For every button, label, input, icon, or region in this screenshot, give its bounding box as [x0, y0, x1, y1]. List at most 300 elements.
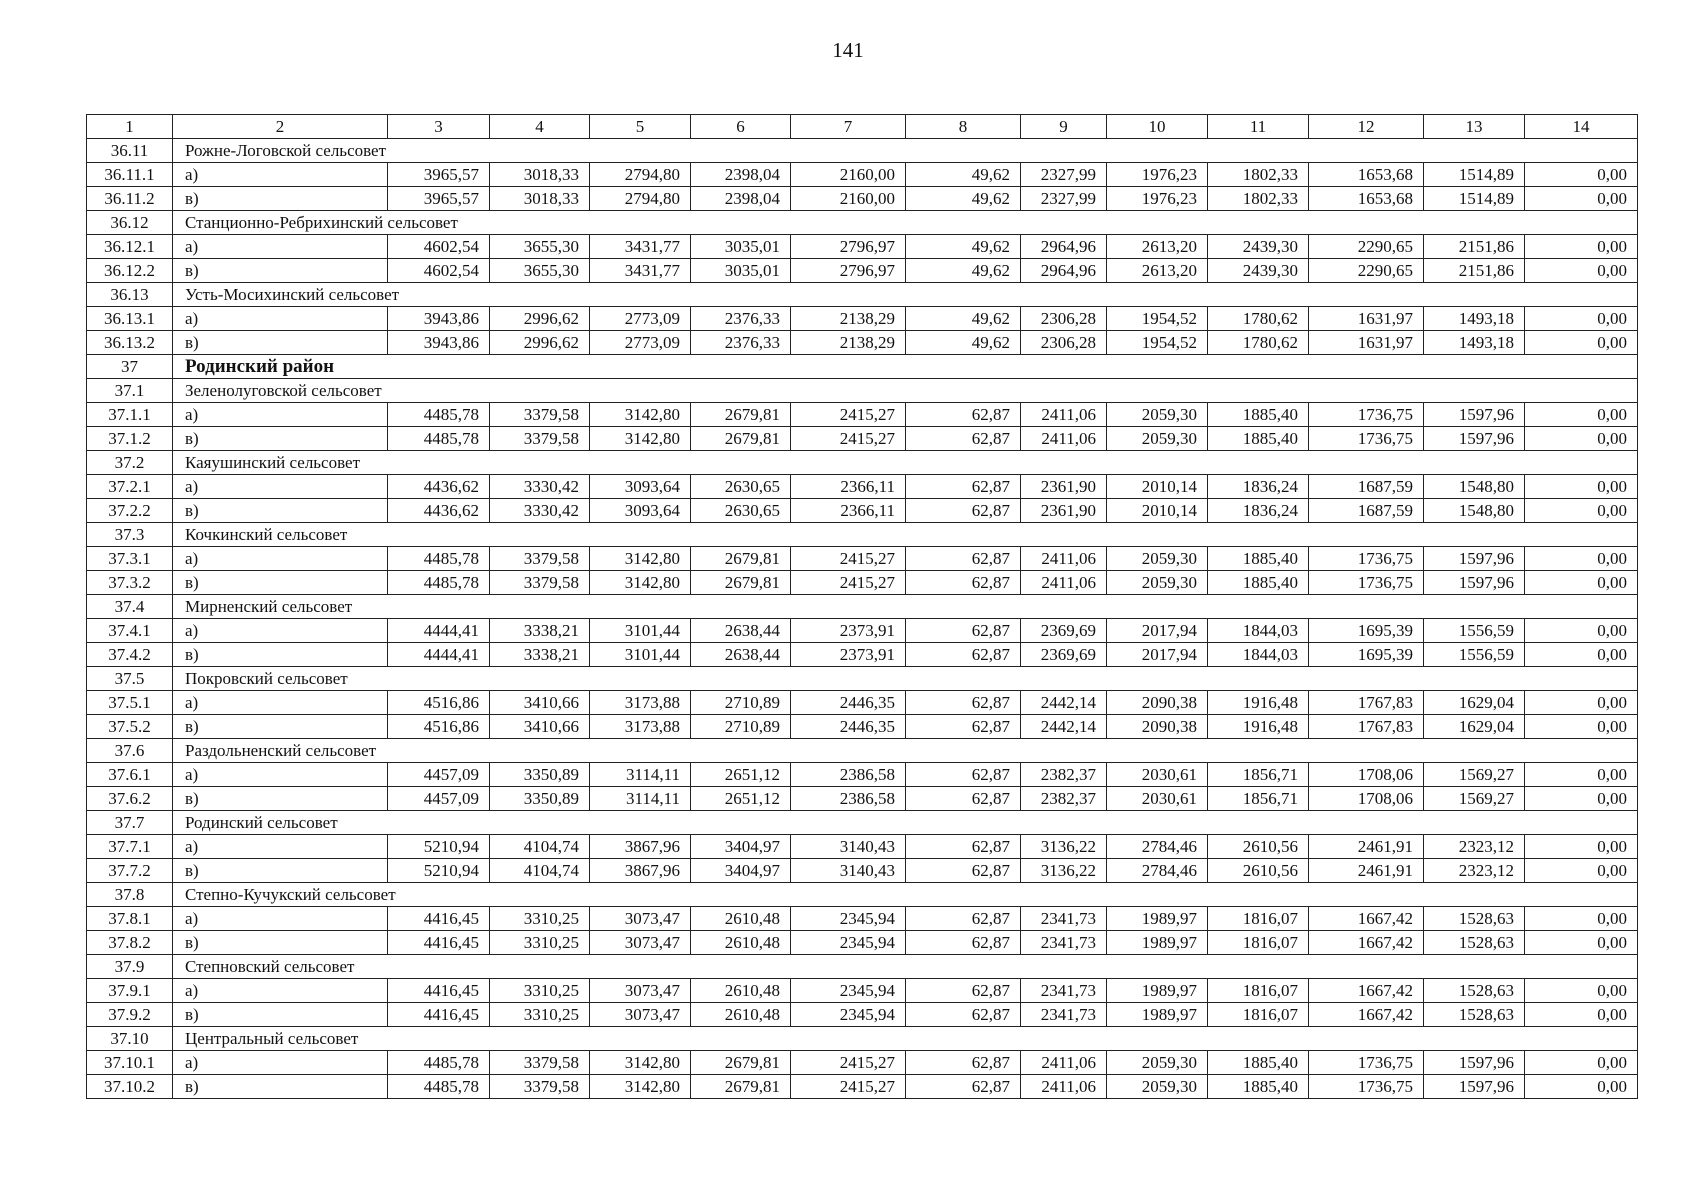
value-cell: 1816,07	[1208, 979, 1309, 1003]
table-row	[87, 1003, 1638, 1027]
row-label: а)	[173, 835, 388, 859]
column-number-header: 7	[791, 115, 906, 139]
value-cell: 4485,78	[388, 571, 490, 595]
value-cell: 2345,94	[791, 979, 906, 1003]
value-cell: 4416,45	[388, 979, 490, 1003]
value-cell: 1885,40	[1208, 427, 1309, 451]
value-cell: 1856,71	[1208, 763, 1309, 787]
row-code: 37.7.2	[87, 859, 173, 883]
value-cell: 2030,61	[1107, 787, 1208, 811]
value-cell: 62,87	[906, 475, 1021, 499]
value-cell: 1653,68	[1309, 187, 1424, 211]
column-number-header: 9	[1021, 115, 1107, 139]
value-cell: 1667,42	[1309, 907, 1424, 931]
value-cell: 2290,65	[1309, 259, 1424, 283]
table-row	[87, 835, 1638, 859]
value-cell: 2996,62	[490, 331, 590, 355]
table-row	[87, 1075, 1638, 1099]
value-cell: 3310,25	[490, 907, 590, 931]
settlement-group-row	[87, 523, 1638, 547]
value-cell: 3310,25	[490, 979, 590, 1003]
settlement-name: Зеленолуговской сельсовет	[173, 379, 1638, 403]
value-cell: 2376,33	[691, 307, 791, 331]
value-cell: 1514,89	[1424, 163, 1525, 187]
value-cell: 2366,11	[791, 499, 906, 523]
value-cell: 2010,14	[1107, 499, 1208, 523]
value-cell: 2369,69	[1021, 619, 1107, 643]
value-cell: 2613,20	[1107, 259, 1208, 283]
column-number-header: 13	[1424, 115, 1525, 139]
value-cell: 1528,63	[1424, 931, 1525, 955]
value-cell: 2361,90	[1021, 499, 1107, 523]
value-cell: 2306,28	[1021, 307, 1107, 331]
value-cell: 2411,06	[1021, 547, 1107, 571]
row-code: 37.8.2	[87, 931, 173, 955]
value-cell: 1836,24	[1208, 475, 1309, 499]
settlement-group-row	[87, 739, 1638, 763]
table-row	[87, 499, 1638, 523]
value-cell: 3173,88	[590, 691, 691, 715]
value-cell: 1687,59	[1309, 475, 1424, 499]
value-cell: 49,62	[906, 163, 1021, 187]
table-row	[87, 547, 1638, 571]
settlement-name: Степно-Кучукский сельсовет	[173, 883, 1638, 907]
settlement-name: Центральный сельсовет	[173, 1027, 1638, 1051]
value-cell: 4104,74	[490, 859, 590, 883]
row-label: а)	[173, 163, 388, 187]
row-label: а)	[173, 979, 388, 1003]
value-cell: 3410,66	[490, 715, 590, 739]
value-cell: 0,00	[1525, 235, 1638, 259]
row-code: 37.8.1	[87, 907, 173, 931]
column-number-header: 2	[173, 115, 388, 139]
value-cell: 4104,74	[490, 835, 590, 859]
value-cell: 2411,06	[1021, 571, 1107, 595]
value-cell: 49,62	[906, 307, 1021, 331]
value-cell: 0,00	[1525, 475, 1638, 499]
value-cell: 49,62	[906, 331, 1021, 355]
row-label: в)	[173, 259, 388, 283]
value-cell: 62,87	[906, 979, 1021, 1003]
value-cell: 2345,94	[791, 907, 906, 931]
value-cell: 2373,91	[791, 643, 906, 667]
value-cell: 1708,06	[1309, 787, 1424, 811]
row-code: 37.9.2	[87, 1003, 173, 1027]
value-cell: 62,87	[906, 763, 1021, 787]
value-cell: 1695,39	[1309, 643, 1424, 667]
table-row	[87, 187, 1638, 211]
value-cell: 0,00	[1525, 499, 1638, 523]
value-cell: 0,00	[1525, 427, 1638, 451]
value-cell: 2386,58	[791, 787, 906, 811]
value-cell: 62,87	[906, 835, 1021, 859]
value-cell: 4602,54	[388, 259, 490, 283]
settlement-group-row	[87, 811, 1638, 835]
table-row	[87, 763, 1638, 787]
row-code: 36.13.1	[87, 307, 173, 331]
value-cell: 4485,78	[388, 1075, 490, 1099]
value-cell: 2796,97	[791, 235, 906, 259]
value-cell: 3310,25	[490, 931, 590, 955]
value-cell: 2446,35	[791, 715, 906, 739]
settlement-group-row	[87, 283, 1638, 307]
value-cell: 0,00	[1525, 331, 1638, 355]
column-number-header: 10	[1107, 115, 1208, 139]
value-cell: 2710,89	[691, 715, 791, 739]
value-cell: 2446,35	[791, 691, 906, 715]
value-cell: 0,00	[1525, 163, 1638, 187]
value-cell: 1954,52	[1107, 331, 1208, 355]
group-code: 36.13	[87, 283, 173, 307]
value-cell: 3431,77	[590, 259, 691, 283]
value-cell: 3018,33	[490, 187, 590, 211]
value-cell: 1629,04	[1424, 715, 1525, 739]
group-code: 37.10	[87, 1027, 173, 1051]
value-cell: 3136,22	[1021, 835, 1107, 859]
row-code: 37.4.2	[87, 643, 173, 667]
row-label: в)	[173, 427, 388, 451]
row-code: 37.7.1	[87, 835, 173, 859]
value-cell: 2369,69	[1021, 643, 1107, 667]
value-cell: 3379,58	[490, 1051, 590, 1075]
value-cell: 2796,97	[791, 259, 906, 283]
value-cell: 62,87	[906, 643, 1021, 667]
value-cell: 3173,88	[590, 715, 691, 739]
value-cell: 2610,48	[691, 979, 791, 1003]
row-code: 37.3.2	[87, 571, 173, 595]
value-cell: 0,00	[1525, 979, 1638, 1003]
value-cell: 3073,47	[590, 931, 691, 955]
value-cell: 2610,56	[1208, 859, 1309, 883]
value-cell: 1528,63	[1424, 907, 1525, 931]
table-row	[87, 691, 1638, 715]
value-cell: 2323,12	[1424, 835, 1525, 859]
value-cell: 62,87	[906, 571, 1021, 595]
value-cell: 1687,59	[1309, 499, 1424, 523]
value-cell: 3142,80	[590, 403, 691, 427]
value-cell: 2996,62	[490, 307, 590, 331]
district-name: Родинский район	[173, 355, 1638, 379]
value-cell: 1631,97	[1309, 331, 1424, 355]
row-label: в)	[173, 859, 388, 883]
row-label: а)	[173, 403, 388, 427]
value-cell: 0,00	[1525, 1075, 1638, 1099]
value-cell: 3093,64	[590, 475, 691, 499]
value-cell: 0,00	[1525, 859, 1638, 883]
value-cell: 4457,09	[388, 787, 490, 811]
table-row	[87, 259, 1638, 283]
settlement-name: Родинский сельсовет	[173, 811, 1638, 835]
value-cell: 3093,64	[590, 499, 691, 523]
row-label: в)	[173, 1075, 388, 1099]
value-cell: 2415,27	[791, 547, 906, 571]
value-cell: 2710,89	[691, 691, 791, 715]
settlement-name: Мирненский сельсовет	[173, 595, 1638, 619]
row-code: 37.5.1	[87, 691, 173, 715]
value-cell: 3655,30	[490, 235, 590, 259]
row-label: в)	[173, 1003, 388, 1027]
group-code: 37.3	[87, 523, 173, 547]
value-cell: 0,00	[1525, 787, 1638, 811]
settlement-name: Каяушинский сельсовет	[173, 451, 1638, 475]
row-label: а)	[173, 619, 388, 643]
value-cell: 3142,80	[590, 547, 691, 571]
value-cell: 2017,94	[1107, 619, 1208, 643]
row-code: 37.2.2	[87, 499, 173, 523]
value-cell: 2138,29	[791, 307, 906, 331]
value-cell: 1816,07	[1208, 1003, 1309, 1027]
value-cell: 49,62	[906, 235, 1021, 259]
row-label: в)	[173, 787, 388, 811]
value-cell: 3101,44	[590, 643, 691, 667]
value-cell: 3136,22	[1021, 859, 1107, 883]
value-cell: 1844,03	[1208, 619, 1309, 643]
settlement-name: Рожне-Логовской сельсовет	[173, 139, 1638, 163]
row-label: в)	[173, 499, 388, 523]
row-label: а)	[173, 763, 388, 787]
value-cell: 0,00	[1525, 907, 1638, 931]
table-row	[87, 307, 1638, 331]
value-cell: 3114,11	[590, 763, 691, 787]
group-code: 37.5	[87, 667, 173, 691]
value-cell: 2090,38	[1107, 715, 1208, 739]
value-cell: 62,87	[906, 547, 1021, 571]
value-cell: 2361,90	[1021, 475, 1107, 499]
value-cell: 1816,07	[1208, 931, 1309, 955]
value-cell: 2327,99	[1021, 187, 1107, 211]
value-cell: 1989,97	[1107, 979, 1208, 1003]
value-cell: 2366,11	[791, 475, 906, 499]
value-cell: 0,00	[1525, 835, 1638, 859]
value-cell: 0,00	[1525, 403, 1638, 427]
value-cell: 3404,97	[691, 835, 791, 859]
settlement-group-row	[87, 883, 1638, 907]
tariff-table	[86, 114, 1638, 1099]
table-row	[87, 331, 1638, 355]
value-cell: 2613,20	[1107, 235, 1208, 259]
value-cell: 0,00	[1525, 931, 1638, 955]
value-cell: 2341,73	[1021, 979, 1107, 1003]
value-cell: 1528,63	[1424, 979, 1525, 1003]
value-cell: 0,00	[1525, 1003, 1638, 1027]
value-cell: 3035,01	[691, 235, 791, 259]
row-label: в)	[173, 331, 388, 355]
column-number-header: 8	[906, 115, 1021, 139]
settlement-group-row	[87, 1027, 1638, 1051]
value-cell: 1556,59	[1424, 643, 1525, 667]
value-cell: 1885,40	[1208, 571, 1309, 595]
column-number-header: 3	[388, 115, 490, 139]
value-cell: 1767,83	[1309, 691, 1424, 715]
value-cell: 2651,12	[691, 763, 791, 787]
column-number-header: 14	[1525, 115, 1638, 139]
table-body	[87, 115, 1638, 1099]
value-cell: 62,87	[906, 403, 1021, 427]
value-cell: 1767,83	[1309, 715, 1424, 739]
value-cell: 49,62	[906, 187, 1021, 211]
group-code: 37.1	[87, 379, 173, 403]
group-code: 37.7	[87, 811, 173, 835]
value-cell: 0,00	[1525, 691, 1638, 715]
value-cell: 1556,59	[1424, 619, 1525, 643]
value-cell: 3140,43	[791, 835, 906, 859]
value-cell: 1569,27	[1424, 763, 1525, 787]
value-cell: 4516,86	[388, 715, 490, 739]
value-cell: 2415,27	[791, 1075, 906, 1099]
value-cell: 2773,09	[590, 331, 691, 355]
value-cell: 3073,47	[590, 907, 691, 931]
value-cell: 2794,80	[590, 187, 691, 211]
value-cell: 1780,62	[1208, 307, 1309, 331]
value-cell: 3867,96	[590, 835, 691, 859]
value-cell: 3142,80	[590, 571, 691, 595]
value-cell: 2784,46	[1107, 835, 1208, 859]
value-cell: 5210,94	[388, 859, 490, 883]
group-code: 37	[87, 355, 173, 379]
value-cell: 2290,65	[1309, 235, 1424, 259]
row-code: 36.12.2	[87, 259, 173, 283]
value-cell: 2415,27	[791, 427, 906, 451]
value-cell: 2411,06	[1021, 1051, 1107, 1075]
value-cell: 2610,48	[691, 931, 791, 955]
value-cell: 1736,75	[1309, 403, 1424, 427]
value-cell: 0,00	[1525, 763, 1638, 787]
table-row	[87, 427, 1638, 451]
value-cell: 62,87	[906, 619, 1021, 643]
value-cell: 2610,48	[691, 907, 791, 931]
value-cell: 1514,89	[1424, 187, 1525, 211]
value-cell: 62,87	[906, 907, 1021, 931]
value-cell: 4485,78	[388, 427, 490, 451]
table-row	[87, 979, 1638, 1003]
value-cell: 4516,86	[388, 691, 490, 715]
row-code: 37.4.1	[87, 619, 173, 643]
value-cell: 2306,28	[1021, 331, 1107, 355]
value-cell: 2630,65	[691, 475, 791, 499]
value-cell: 2398,04	[691, 163, 791, 187]
column-number-header: 1	[87, 115, 173, 139]
value-cell: 2638,44	[691, 619, 791, 643]
value-cell: 2638,44	[691, 643, 791, 667]
row-code: 37.6.1	[87, 763, 173, 787]
value-cell: 2138,29	[791, 331, 906, 355]
value-cell: 1885,40	[1208, 403, 1309, 427]
value-cell: 0,00	[1525, 619, 1638, 643]
value-cell: 2345,94	[791, 1003, 906, 1027]
value-cell: 62,87	[906, 427, 1021, 451]
value-cell: 62,87	[906, 691, 1021, 715]
value-cell: 2439,30	[1208, 259, 1309, 283]
value-cell: 2415,27	[791, 1051, 906, 1075]
group-code: 37.9	[87, 955, 173, 979]
column-number-header: 6	[691, 115, 791, 139]
value-cell: 0,00	[1525, 547, 1638, 571]
value-cell: 3310,25	[490, 1003, 590, 1027]
value-cell: 3330,42	[490, 475, 590, 499]
column-number-header: 12	[1309, 115, 1424, 139]
value-cell: 3101,44	[590, 619, 691, 643]
table-row	[87, 475, 1638, 499]
value-cell: 2376,33	[691, 331, 791, 355]
column-number-header: 11	[1208, 115, 1309, 139]
district-row	[87, 355, 1638, 379]
row-code: 37.1.2	[87, 427, 173, 451]
value-cell: 2651,12	[691, 787, 791, 811]
value-cell: 3943,86	[388, 331, 490, 355]
value-cell: 4416,45	[388, 907, 490, 931]
value-cell: 2415,27	[791, 403, 906, 427]
value-cell: 2341,73	[1021, 1003, 1107, 1027]
settlement-group-row	[87, 451, 1638, 475]
value-cell: 2160,00	[791, 163, 906, 187]
value-cell: 2679,81	[691, 571, 791, 595]
row-code: 37.1.1	[87, 403, 173, 427]
value-cell: 1708,06	[1309, 763, 1424, 787]
value-cell: 2059,30	[1107, 547, 1208, 571]
table-row	[87, 235, 1638, 259]
group-code: 37.4	[87, 595, 173, 619]
settlement-group-row	[87, 211, 1638, 235]
value-cell: 1989,97	[1107, 907, 1208, 931]
value-cell: 2439,30	[1208, 235, 1309, 259]
value-cell: 0,00	[1525, 1051, 1638, 1075]
settlement-group-row	[87, 955, 1638, 979]
value-cell: 4444,41	[388, 619, 490, 643]
value-cell: 2382,37	[1021, 787, 1107, 811]
value-cell: 2964,96	[1021, 259, 1107, 283]
table-row	[87, 619, 1638, 643]
value-cell: 1780,62	[1208, 331, 1309, 355]
value-cell: 4416,45	[388, 1003, 490, 1027]
value-cell: 0,00	[1525, 259, 1638, 283]
value-cell: 1836,24	[1208, 499, 1309, 523]
group-code: 37.2	[87, 451, 173, 475]
value-cell: 1976,23	[1107, 163, 1208, 187]
value-cell: 1597,96	[1424, 571, 1525, 595]
value-cell: 1916,48	[1208, 715, 1309, 739]
value-cell: 1597,96	[1424, 427, 1525, 451]
row-code: 37.2.1	[87, 475, 173, 499]
value-cell: 2030,61	[1107, 763, 1208, 787]
value-cell: 2017,94	[1107, 643, 1208, 667]
value-cell: 2679,81	[691, 547, 791, 571]
value-cell: 3338,21	[490, 619, 590, 643]
row-code: 37.5.2	[87, 715, 173, 739]
row-code: 37.9.1	[87, 979, 173, 1003]
value-cell: 2411,06	[1021, 427, 1107, 451]
value-cell: 1736,75	[1309, 1051, 1424, 1075]
table-row	[87, 715, 1638, 739]
settlement-name: Степновский сельсовет	[173, 955, 1638, 979]
row-label: а)	[173, 547, 388, 571]
value-cell: 1885,40	[1208, 547, 1309, 571]
row-code: 36.11.2	[87, 187, 173, 211]
value-cell: 3867,96	[590, 859, 691, 883]
value-cell: 2323,12	[1424, 859, 1525, 883]
row-label: а)	[173, 475, 388, 499]
value-cell: 1653,68	[1309, 163, 1424, 187]
value-cell: 4436,62	[388, 499, 490, 523]
value-cell: 1597,96	[1424, 547, 1525, 571]
value-cell: 1816,07	[1208, 907, 1309, 931]
value-cell: 1528,63	[1424, 1003, 1525, 1027]
value-cell: 1736,75	[1309, 1075, 1424, 1099]
settlement-name: Раздольненский сельсовет	[173, 739, 1638, 763]
value-cell: 3073,47	[590, 979, 691, 1003]
table-row	[87, 907, 1638, 931]
value-cell: 1976,23	[1107, 187, 1208, 211]
value-cell: 3114,11	[590, 787, 691, 811]
